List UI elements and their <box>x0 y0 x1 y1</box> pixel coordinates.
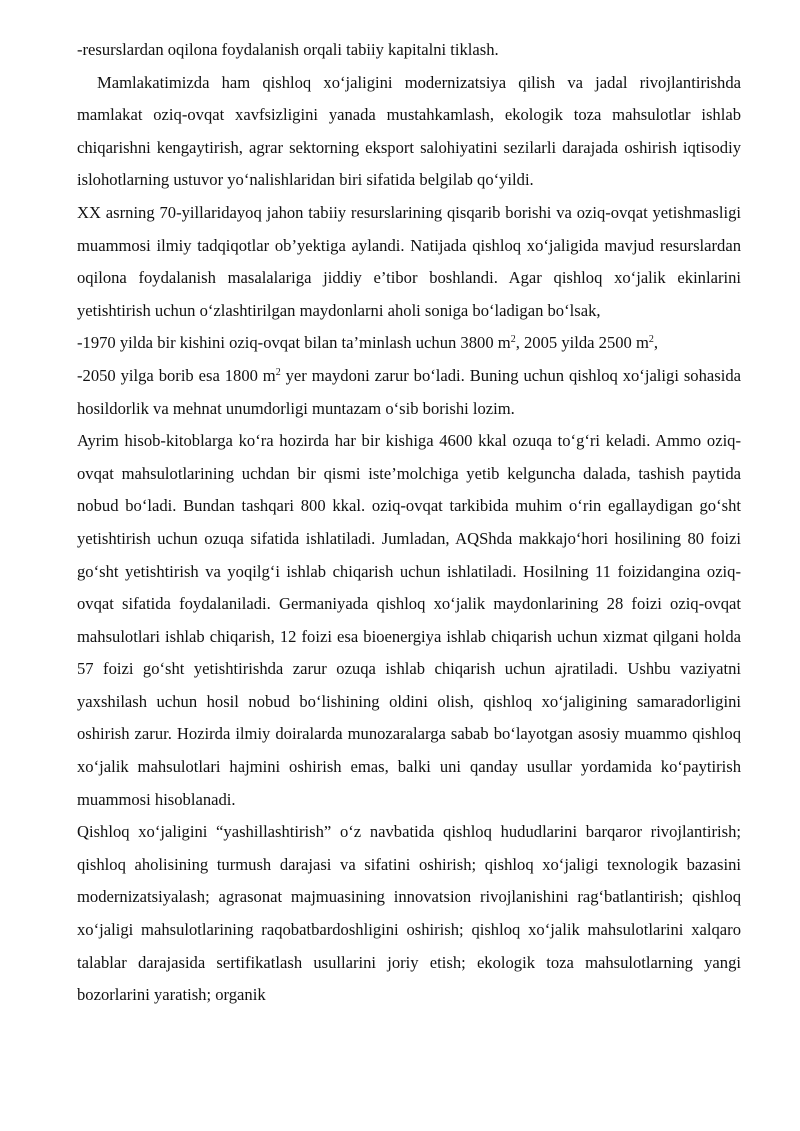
superscript-squared: 2 <box>510 334 516 346</box>
paragraph-5-text-b: yer maydoni zarur bo‘ladi. Buning uchun qishloq xo‘jaligi sohasida hosildorlik va mehnat unumdorligi muntazam o‘sib borishi lozim. <box>77 365 741 418</box>
paragraph-4-text-c: , <box>653 333 659 353</box>
superscript-squared: 2 <box>648 334 654 346</box>
paragraph-2: Mamlakatimizda ham qishloq xo‘jaligini modernizatsiya qilish va jadal rivojlantirishda mamlakat oziq-ovqat xavfsizligini yanada mustahkamlash, ekologik toza mahsulotlar ishlab chiqarishni kengaytirish, agrar sektorning eksport salohiyatini sezilarli darajada oshirish iqtisodiy islohotlarning ustuvor yo‘nalishlaridan biri sifatida belgilab qo‘yildi. <box>77 72 741 190</box>
paragraph-1: -resurslardan oqilona foydalanish orqali tabiiy kapitalni tiklash. <box>77 40 499 59</box>
paragraph-4-text-a: -1970 yilda bir kishini oziq-ovqat bilan ta’minlash uchun 3800 m <box>77 333 511 353</box>
paragraph-4-text-b: , 2005 yilda 2500 m <box>515 333 649 353</box>
paragraph-6: Ayrim hisob-kitoblarga ko‘ra hozirda har bir kishiga 4600 kkal ozuqa to‘g‘ri keladi. Ammo oziq-ovqat mahsulotlarining uchdan bir qismi iste’molchiga yetib kelguncha dalada, tashish paytida nobud bo‘ladi. Bundan tashqari 800 kkal. oziq-ovqat tarkibida muhim o‘rin egallaydigan go‘sht yetishtirish uchun ozuqa sifatida ishlatiladi. Jumladan, AQShda makkajo‘hori hosilining 80 foizi go‘sht yetishtirish va yoqilg‘i ishlab chiqarish uchun ishlatiladi. Hosilning 11 foizidangina oziq-ovqat sifatida foydalaniladi. Germaniyada qishloq xo‘jalik maydonlarining 28 foizi oziq-ovqat mahsulotlari ishlab chiqarish, 12 foizi esa bioenergiya ishlab chiqarish uchun xizmat qilgani holda 57 foizi go‘sht yetishtirishda zarur ozuqa ishlab chiqarish uchun ajratiladi. Ushbu vaziyatni yaxshilash uchun hosil nobud bo‘lishining oldini olish, qishloq xo‘jaligining samaradorligini oshirish zarur. Hozirda ilmiy doiralarda munozaralarga sabab bo‘layotgan asosiy muammo qishloq xo‘jalik mahsulotlari hajmini oshirish emas, balki uni qanday usullar yordamida ko‘paytirish muammosi hisoblanadi. <box>77 431 741 809</box>
superscript-squared: 2 <box>275 366 281 378</box>
paragraph-5-text-a: -2050 yilga borib esa 1800 m <box>77 365 276 385</box>
paragraph-3: XX asrning 70-yillaridayoq jahon tabiiy resurslarining qisqarib borishi va oziq-ovqat yetishmasligi muammosi ilmiy tadqiqotlar ob’yektiga aylandi. Natijada qishloq xo‘jaligida mavjud resurslardan oqilona foydalanish masalalariga jiddiy e’tibor boshlandi. Agar qishloq xo‘jalik ekinlarini yetishtirish uchun o‘zlashtirilgan maydonlarni aholi soniga bo‘ladigan bo‘lsak, <box>77 202 741 320</box>
paragraph-7: Qishloq xo‘jaligini “yashillashtirish” o‘z navbatida qishloq hududlarini barqaror rivojlantirish; qishloq aholisining turmush darajasi va sifatini oshirish; qishloq xo‘jaligi texnologik bazasini modernizatsiyalash; agrasonat majmuasining innovatsion rivojlanishini rag‘batlantirish; qishloq xo‘jaligi mahsulotlarining raqobatbardoshligini oshirish; qishloq xo‘jalik mahsulotlarini xalqaro talablar darajasida sertifikatlash usullarini joriy etish; ekologik toza mahsulotlarning yangi bozorlarini yaratish; organik <box>77 822 741 1005</box>
paragraph-5 <box>77 360 741 425</box>
paragraph-4 <box>77 327 741 360</box>
document-page <box>77 34 741 1012</box>
